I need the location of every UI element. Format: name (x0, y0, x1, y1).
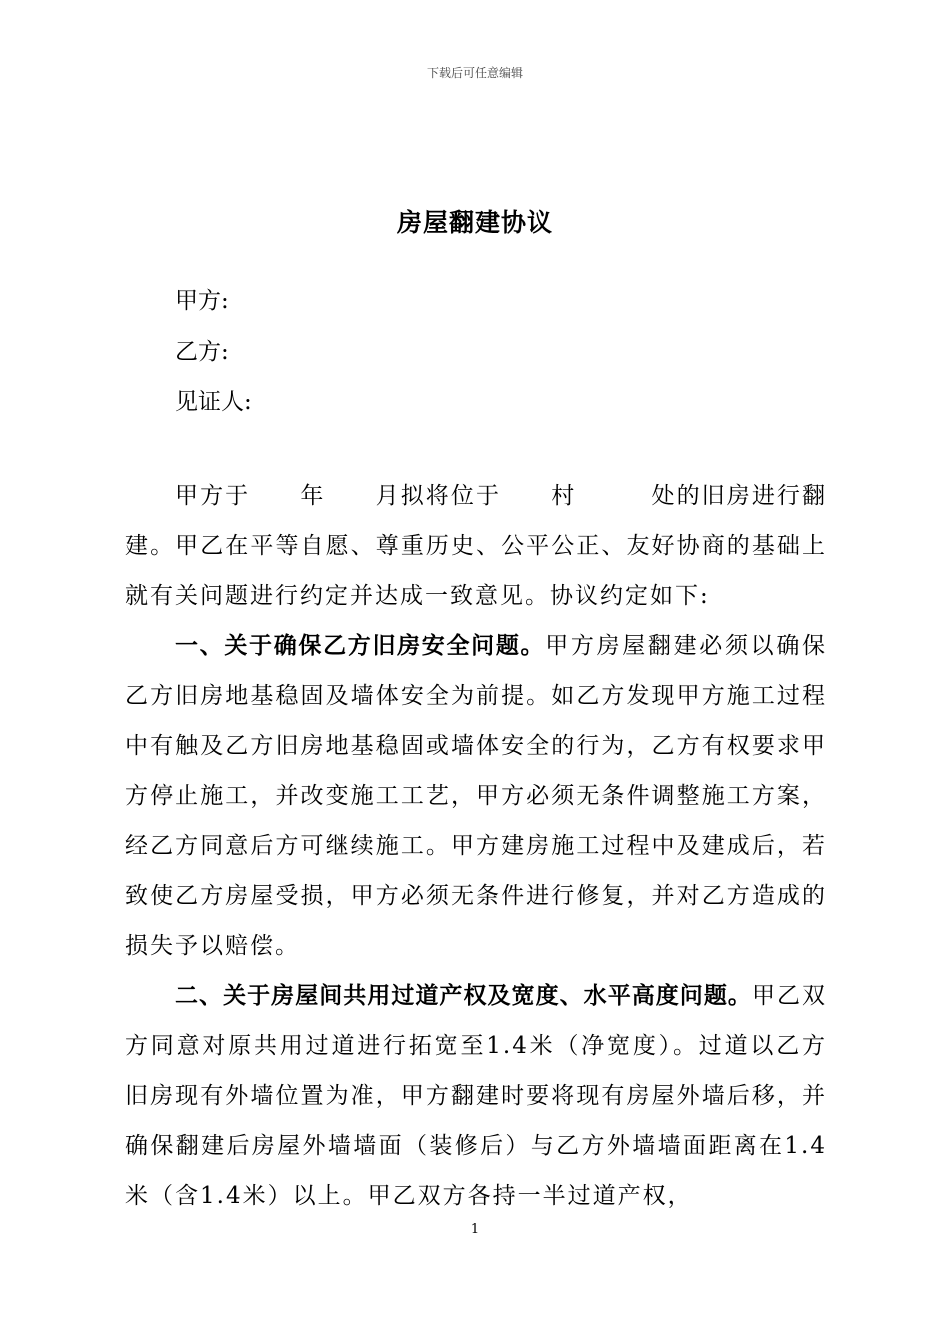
header-note: 下载后可任意编辑 (426, 66, 523, 80)
section-2-paragraph (125, 971, 827, 1221)
section-2-text: 甲乙双方同意对原共用过道进行拓宽至1.4米（净宽度）。过道以乙方旧房现有外墙位置为准，甲方翻建时要将现有房屋外墙后移，并确保翻建后房屋外墙墙面（装修后）与乙方外墙墙面距离在1.4米（含1.4米）以上。甲乙双方各持一半过道产权， (125, 983, 828, 1209)
witness-line: 见证人: (175, 389, 252, 415)
section-1-paragraph (125, 621, 827, 971)
party-b-line: 乙方: (175, 339, 229, 365)
party-a-line: 甲方: (175, 288, 229, 314)
section-1-text: 甲方房屋翻建必须以确保乙方旧房地基稳固及墙体安全为前提。如乙方发现甲方施工过程中有触及乙方旧房地基稳固或墙体安全的行为，乙方有权要求甲方停止施工，并改变施工工艺，甲方必须无条件调整施工方案，经乙方同意后方可继续施工。甲方建房施工过程中及建成后，若致使乙方房屋受损，甲方必须无条件进行修复，并对乙方造成的损失予以赔偿。 (125, 633, 828, 959)
intro-paragraph: 甲方于 年 月拟将位于 村 处的旧房进行翻建。甲乙在平等自愿、尊重历史、公平公正、友好协商的基础上就有关问题进行约定并达成一致意见。协议约定如下: (125, 483, 827, 609)
section-1-heading: 一、关于确保乙方旧房安全问题。 (175, 633, 546, 659)
document-title: 房屋翻建协议 (396, 208, 553, 237)
page-number: 1 (470, 1222, 480, 1237)
section-2-heading: 二、关于房屋间共用过道产权及宽度、水平高度问题。 (175, 983, 752, 1009)
agreement-body (125, 471, 827, 1221)
